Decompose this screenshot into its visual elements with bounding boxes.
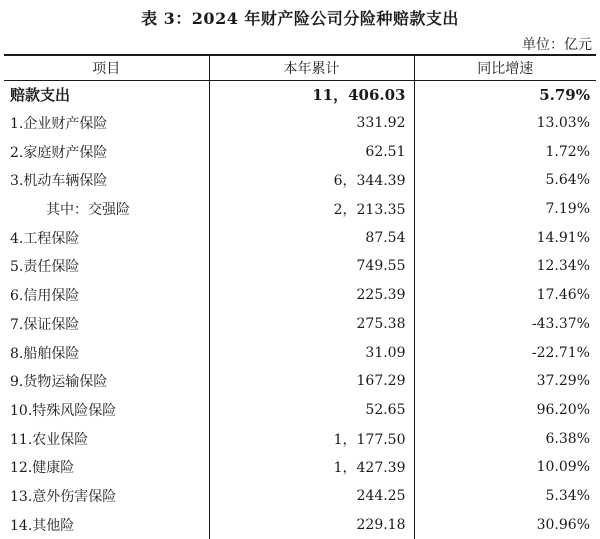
row-growth-rate: 10.09% bbox=[414, 453, 596, 482]
table-row bbox=[4, 223, 596, 252]
row-ytd-value: 87.54 bbox=[209, 223, 414, 252]
row-item: 5.责任保险 bbox=[10, 259, 80, 276]
row-ytd-value: 6，344.39 bbox=[209, 166, 414, 195]
row-growth-rate: 30.96% bbox=[414, 510, 596, 539]
row-ytd-value: 225.39 bbox=[209, 281, 414, 310]
row-ytd-value: 1，427.39 bbox=[209, 453, 414, 482]
row-ytd-value: 1，177.50 bbox=[209, 424, 414, 453]
row-ytd-value: 62.51 bbox=[209, 137, 414, 166]
claims-table bbox=[4, 54, 596, 539]
row-ytd-value: 31.09 bbox=[209, 338, 414, 367]
row-item: 9.货物运输保险 bbox=[10, 374, 108, 391]
row-ytd-value: 11，406.03 bbox=[209, 80, 414, 109]
row-growth-rate: -22.71% bbox=[414, 338, 596, 367]
row-growth-rate: 5.79% bbox=[414, 80, 596, 109]
row-ytd-value: 229.18 bbox=[209, 510, 414, 539]
table-row bbox=[4, 252, 596, 281]
row-growth-rate: 5.64% bbox=[414, 166, 596, 195]
table-row bbox=[4, 482, 596, 511]
row-growth-rate: 12.34% bbox=[414, 252, 596, 281]
row-ytd-value: 52.65 bbox=[209, 396, 414, 425]
table-row bbox=[4, 109, 596, 138]
row-ytd-value: 244.25 bbox=[209, 482, 414, 511]
unit-label: 单位：亿元 bbox=[522, 37, 592, 53]
row-item: 4.工程保险 bbox=[10, 230, 80, 247]
row-ytd-value: 331.92 bbox=[209, 109, 414, 138]
row-growth-rate: 96.20% bbox=[414, 396, 596, 425]
row-growth-rate: 1.72% bbox=[414, 137, 596, 166]
row-ytd-value: 749.55 bbox=[209, 252, 414, 281]
table-row bbox=[4, 80, 596, 109]
table-row bbox=[4, 367, 596, 396]
row-growth-rate: 6.38% bbox=[414, 424, 596, 453]
row-item: 2.家庭财产保险 bbox=[10, 144, 108, 161]
row-item: 赔款支出 bbox=[10, 86, 71, 105]
row-growth-rate: 7.19% bbox=[414, 195, 596, 224]
row-item: 3.机动车辆保险 bbox=[10, 173, 108, 190]
table-title: 表 3：2024 年财产险公司分险种赔款支出 bbox=[141, 9, 459, 28]
table-row bbox=[4, 281, 596, 310]
table-body bbox=[4, 80, 596, 539]
row-growth-rate: 14.91% bbox=[414, 223, 596, 252]
row-item: 13.意外伤害保险 bbox=[10, 488, 117, 505]
table-row bbox=[4, 453, 596, 482]
header-row bbox=[4, 55, 596, 80]
row-item: 其中：交强险 bbox=[46, 202, 130, 219]
row-growth-rate: 5.34% bbox=[414, 482, 596, 511]
row-item: 10.特殊风险保险 bbox=[10, 402, 117, 419]
header-growth: 同比增速 bbox=[414, 55, 596, 80]
header-ytd: 本年累计 bbox=[209, 55, 414, 80]
table-row bbox=[4, 195, 596, 224]
table-header bbox=[4, 55, 596, 80]
row-item: 6.信用保险 bbox=[10, 288, 80, 305]
row-ytd-value: 167.29 bbox=[209, 367, 414, 396]
table-row bbox=[4, 310, 596, 339]
row-growth-rate: 37.29% bbox=[414, 367, 596, 396]
row-growth-rate: -43.37% bbox=[414, 310, 596, 339]
table-row bbox=[4, 137, 596, 166]
row-item: 14.其他险 bbox=[10, 517, 75, 534]
table-row bbox=[4, 338, 596, 367]
row-item: 1.企业财产保险 bbox=[10, 116, 108, 133]
table-row bbox=[4, 424, 596, 453]
row-item: 7.保证保险 bbox=[10, 316, 80, 333]
table-row bbox=[4, 166, 596, 195]
row-item: 12.健康险 bbox=[10, 460, 75, 477]
row-ytd-value: 2，213.35 bbox=[209, 195, 414, 224]
row-growth-rate: 17.46% bbox=[414, 281, 596, 310]
header-item: 项目 bbox=[4, 55, 209, 80]
row-ytd-value: 275.38 bbox=[209, 310, 414, 339]
row-item: 8.船舶保险 bbox=[10, 345, 80, 362]
row-growth-rate: 13.03% bbox=[414, 109, 596, 138]
row-item: 11.农业保险 bbox=[10, 431, 89, 448]
table-row bbox=[4, 396, 596, 425]
